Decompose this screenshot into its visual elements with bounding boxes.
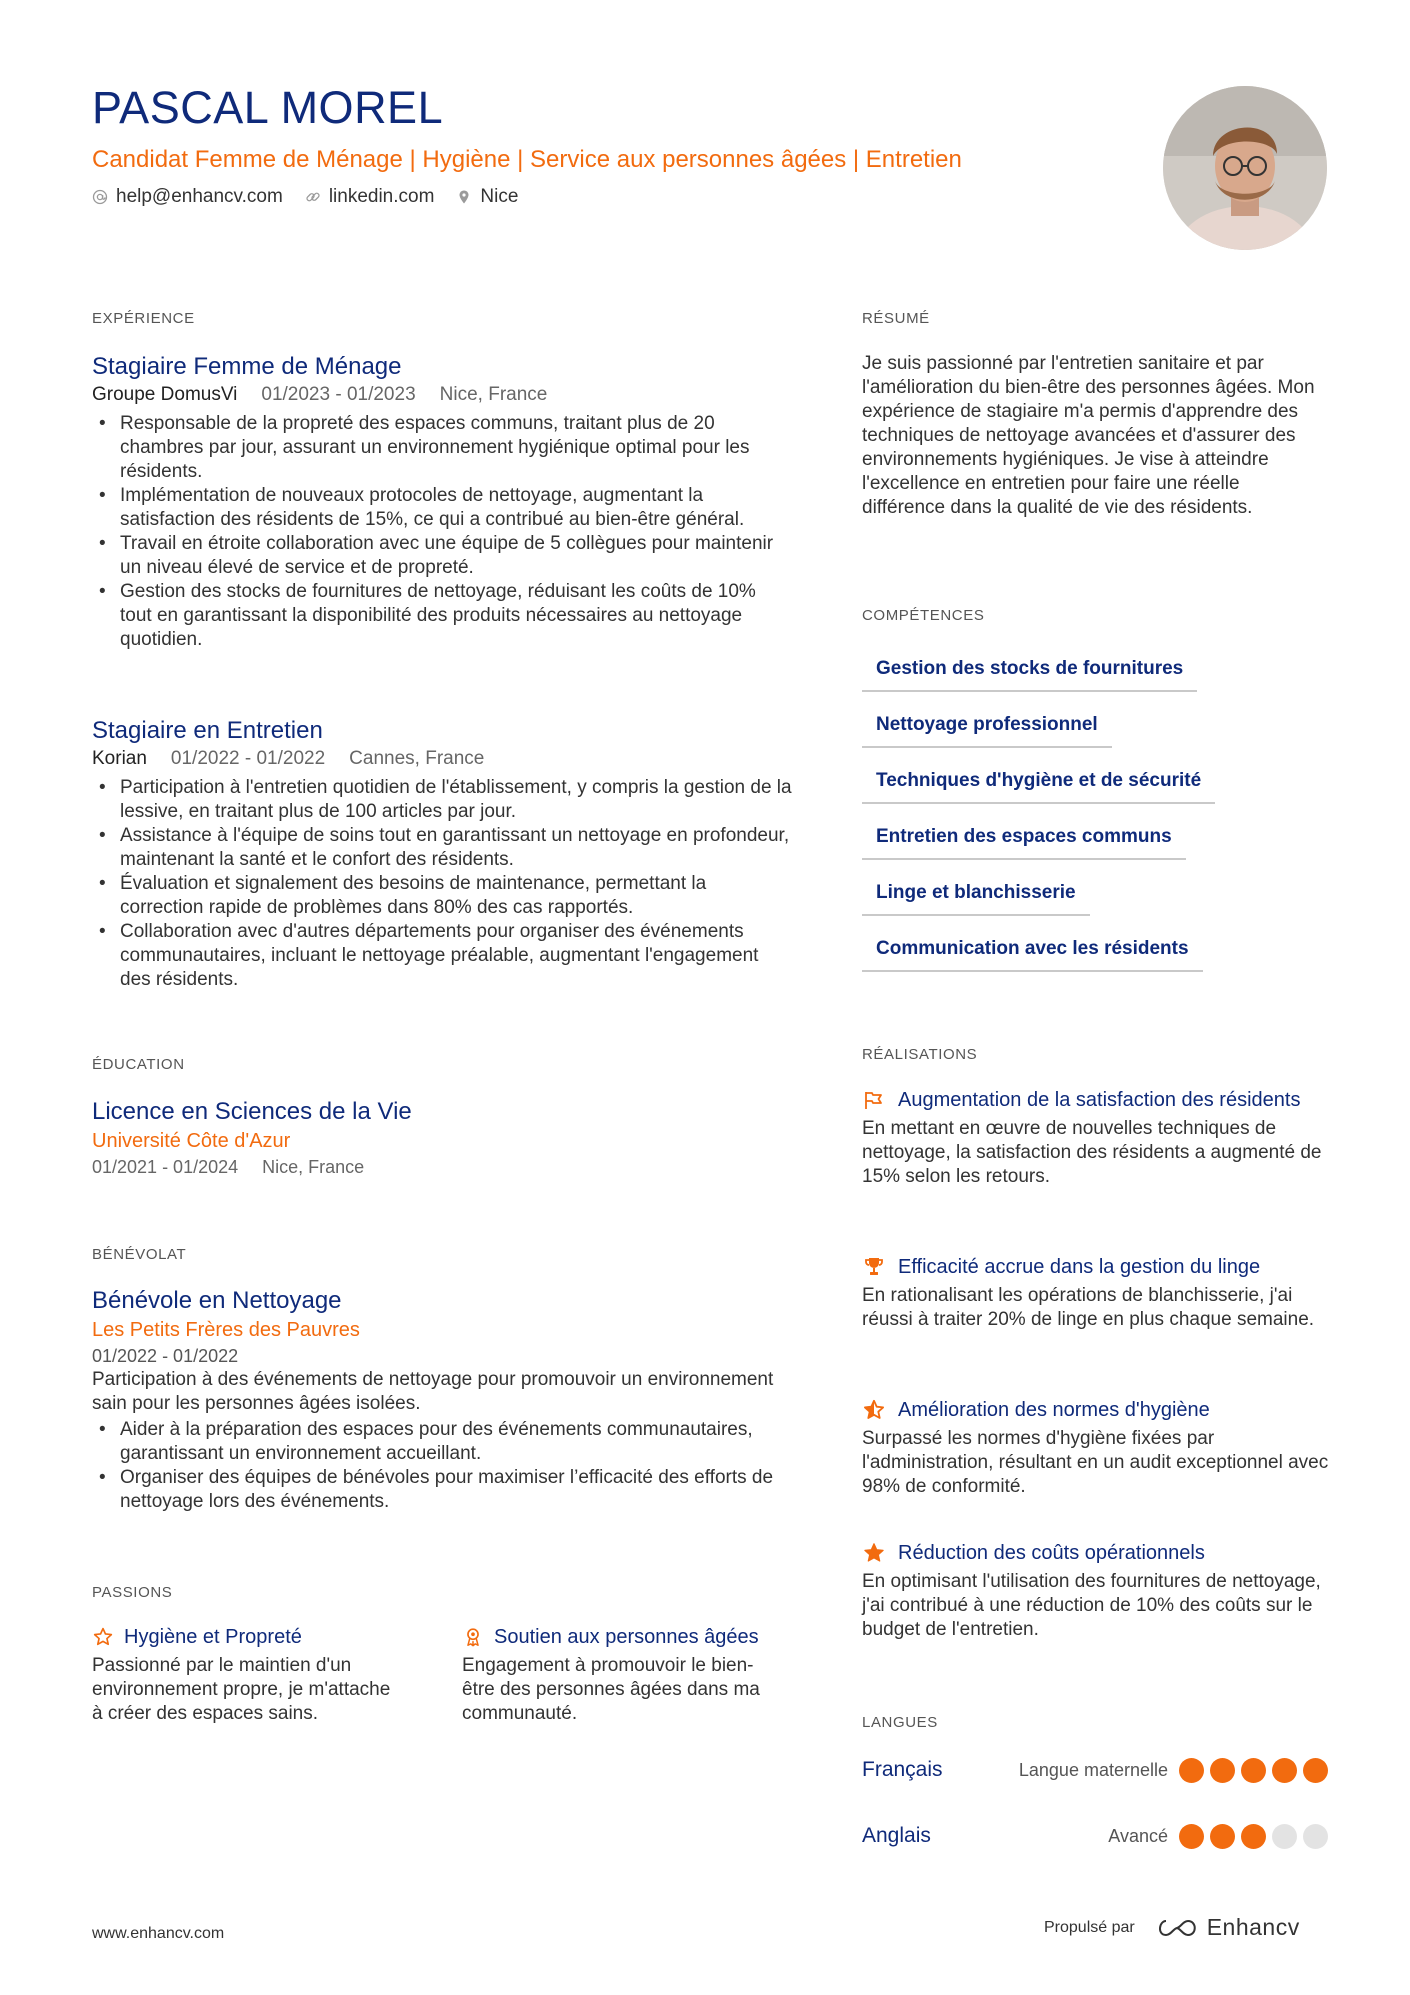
rating-dot-filled bbox=[1241, 1824, 1266, 1849]
job-location: Nice, France bbox=[439, 384, 548, 405]
section-title-experience: EXPÉRIENCE bbox=[92, 310, 195, 327]
volunteer-description: Participation à des événements de nettoyage pour promouvoir un environnement sain pour les personnes âgées isolées. bbox=[92, 1369, 774, 1414]
link-icon bbox=[305, 189, 321, 205]
rating-dot-filled bbox=[1210, 1758, 1235, 1783]
avatar bbox=[1163, 86, 1327, 250]
job-bullet: • Collaboration avec d'autres départements pour organiser des événements communautaires, incluant le nettoyage préalable, augmentant l'engagement des résidents. bbox=[92, 920, 792, 992]
section-title-volunteer: BÉNÉVOLAT bbox=[92, 1246, 187, 1263]
skill-tag: Gestion des stocks de fournitures bbox=[862, 651, 1197, 692]
skill-tag: Communication avec les résidents bbox=[862, 931, 1203, 972]
star-filled-icon bbox=[862, 1541, 886, 1565]
skill-tag: Linge et blanchisserie bbox=[862, 875, 1090, 916]
summary-text: Je suis passionné par l'entretien sanitaire et par l'amélioration du bien-être des personnes âgées. Mon expérience de stagiaire m'a permis d'apprendre des techniques de nettoyage avancées et d'assurer des environnements hygiéniques. Je vise à atteindre l'excellence en entretien pour faire une réelle différence dans la qualité de vie des résidents. bbox=[862, 353, 1315, 518]
job-meta bbox=[92, 746, 792, 772]
volunteer-bullet: • Organiser des équipes de bénévoles pour maximiser l’efficacité des efforts de nettoyage lors des événements. bbox=[92, 1466, 792, 1514]
section-title-achievements: RÉALISATIONS bbox=[862, 1046, 978, 1063]
candidate-name: PASCAL MOREL bbox=[92, 82, 444, 133]
job-bullet: • Assistance à l'équipe de soins tout en garantissant un nettoyage en profondeur, maintenant la santé et le confort des résidents. bbox=[92, 824, 792, 872]
headline: Candidat Femme de Ménage | Hygiène | Service aux personnes âgées | Entretien bbox=[92, 146, 962, 173]
section-title-passions: PASSIONS bbox=[92, 1584, 173, 1601]
volunteer-dates: 01/2022 - 01/2022 bbox=[92, 1346, 239, 1366]
star-outline-icon bbox=[92, 1626, 114, 1648]
location-text: Nice bbox=[480, 186, 519, 207]
job-dates: 01/2023 - 01/2023 bbox=[261, 384, 416, 405]
job-entry bbox=[92, 352, 792, 652]
passion-item bbox=[462, 1624, 772, 1726]
achievement-item bbox=[862, 1397, 1332, 1499]
language-level: Langue maternelle bbox=[1018, 1759, 1168, 1780]
flag-icon bbox=[862, 1088, 886, 1112]
brand-logo[interactable] bbox=[1155, 1914, 1300, 1941]
rating-dot-filled bbox=[1179, 1824, 1204, 1849]
job-bullet: • Travail en étroite collaboration avec une équipe de 5 collègues pour maintenir un niveau élevé de service et de propreté. bbox=[92, 532, 792, 580]
volunteer-bullets bbox=[92, 1418, 792, 1514]
education-dates: 01/2021 - 01/2024 bbox=[92, 1157, 239, 1177]
job-bullet: • Évaluation et signalement des besoins de maintenance, permettant la correction rapide de problèmes dans 80% des cas rapportés. bbox=[92, 872, 792, 920]
language-rating bbox=[1179, 1824, 1328, 1849]
contact-location bbox=[456, 186, 518, 208]
enhancv-logo-icon bbox=[1155, 1917, 1199, 1939]
section-title-education: ÉDUCATION bbox=[92, 1056, 185, 1073]
contact-email[interactable] bbox=[92, 186, 283, 208]
skill-tag: Nettoyage professionnel bbox=[862, 707, 1112, 748]
section-title-skills: COMPÉTENCES bbox=[862, 607, 985, 624]
job-title: Stagiaire Femme de Ménage bbox=[92, 353, 402, 380]
section-title-summary: RÉSUMÉ bbox=[862, 310, 930, 327]
volunteer-bullet: • Aider à la préparation des espaces pour des événements communautaires, garantissant un environnement accueillant. bbox=[92, 1418, 792, 1466]
achievement-item bbox=[862, 1087, 1332, 1189]
job-entry bbox=[92, 716, 792, 992]
skill-tag: Techniques d'hygiène et de sécurité bbox=[862, 763, 1215, 804]
star-half-icon bbox=[862, 1398, 886, 1422]
education-meta bbox=[92, 1155, 792, 1179]
achievement-description: En optimisant l'utilisation des fournitures de nettoyage, j'ai contribué à une réduction de 10% des coûts sur le budget de l'entretien. bbox=[862, 1571, 1321, 1640]
achievement-item bbox=[862, 1254, 1332, 1332]
volunteer-title: Bénévole en Nettoyage bbox=[92, 1287, 342, 1314]
achievement-title: Efficacité accrue dans la gestion du linge bbox=[898, 1256, 1261, 1278]
passion-description: Engagement à promouvoir le bien-être des personnes âgées dans ma communauté. bbox=[462, 1655, 760, 1724]
skills-list bbox=[862, 651, 1215, 987]
rating-dot-filled bbox=[1210, 1824, 1235, 1849]
rating-dot-filled bbox=[1179, 1758, 1204, 1783]
education-school: Université Côte d'Azur bbox=[92, 1130, 291, 1152]
achievement-description: En mettant en œuvre de nouvelles techniques de nettoyage, la satisfaction des résidents a augmenté de 15% selon les retours. bbox=[862, 1118, 1322, 1187]
passion-description: Passionné par le maintien d'un environnement propre, je m'attache à créer des espaces sains. bbox=[92, 1655, 391, 1724]
job-bullet: • Gestion des stocks de fournitures de nettoyage, réduisant les coûts de 10% tout en garantissant la disponibilité des produits nécessaires au nettoyage quotidien. bbox=[92, 580, 792, 652]
volunteer-entry bbox=[92, 1286, 792, 1514]
language-item bbox=[862, 1820, 1328, 1852]
rating-dot-empty bbox=[1272, 1824, 1297, 1849]
job-bullets bbox=[92, 776, 792, 992]
passion-item bbox=[92, 1624, 402, 1726]
location-pin-icon bbox=[456, 189, 472, 205]
passion-title: Soutien aux personnes âgées bbox=[494, 1626, 759, 1648]
volunteer-org: Les Petits Frères des Pauvres bbox=[92, 1319, 360, 1341]
trophy-icon bbox=[862, 1255, 886, 1279]
rating-dot-filled bbox=[1272, 1758, 1297, 1783]
achievement-description: En rationalisant les opérations de blanchisserie, j'ai réussi à traiter 20% de linge en plus chaque semaine. bbox=[862, 1285, 1315, 1330]
brand-name: Enhancv bbox=[1206, 1914, 1300, 1940]
rating-dot-filled bbox=[1303, 1758, 1328, 1783]
education-degree: Licence en Sciences de la Vie bbox=[92, 1098, 412, 1125]
education-location: Nice, France bbox=[262, 1157, 365, 1177]
job-location: Cannes, France bbox=[349, 748, 485, 769]
achievement-title: Amélioration des normes d'hygiène bbox=[898, 1399, 1210, 1421]
job-dates: 01/2022 - 01/2022 bbox=[170, 748, 326, 769]
section-title-languages: LANGUES bbox=[862, 1714, 938, 1731]
job-bullet: • Implémentation de nouveaux protocoles de nettoyage, augmentant la satisfaction des résidents de 15%, ce qui a contribué au bien-être général. bbox=[92, 484, 792, 532]
language-level: Avancé bbox=[1108, 1825, 1168, 1846]
job-company: Groupe DomusVi bbox=[92, 384, 238, 405]
footer-website[interactable]: www.enhancv.com bbox=[92, 1925, 225, 1942]
achievement-item bbox=[862, 1540, 1332, 1642]
language-rating bbox=[1179, 1758, 1328, 1783]
job-bullet: • Responsable de la propreté des espaces communs, traitant plus de 20 chambres par jour, assurant un environnement hygiénique optimal pour les résidents. bbox=[92, 412, 792, 484]
contact-bar bbox=[92, 186, 518, 208]
job-bullets bbox=[92, 412, 792, 652]
volunteer-meta bbox=[92, 1344, 792, 1368]
rating-dot-empty bbox=[1303, 1824, 1328, 1849]
achievement-title: Réduction des coûts opérationnels bbox=[898, 1542, 1205, 1564]
job-bullet: • Participation à l'entretien quotidien de l'établissement, y compris la gestion de la lessive, en traitant plus de 100 articles par jour. bbox=[92, 776, 792, 824]
skill-tag: Entretien des espaces communs bbox=[862, 819, 1186, 860]
job-company: Korian bbox=[92, 748, 147, 769]
education-entry bbox=[92, 1097, 792, 1179]
at-icon bbox=[92, 189, 108, 205]
job-meta bbox=[92, 382, 792, 408]
achievement-title: Augmentation de la satisfaction des résidents bbox=[898, 1089, 1301, 1111]
rating-dot-filled bbox=[1241, 1758, 1266, 1783]
footer-branding bbox=[1044, 1914, 1300, 1941]
award-icon bbox=[462, 1626, 484, 1648]
language-name: Français bbox=[862, 1758, 943, 1781]
language-name: Anglais bbox=[862, 1824, 931, 1847]
job-title: Stagiaire en Entretien bbox=[92, 717, 323, 744]
achievement-description: Surpassé les normes d'hygiène fixées par l'administration, résultant en un audit exceptionnel avec 98% de conformité. bbox=[862, 1428, 1329, 1497]
powered-by-label: Propulsé par bbox=[1044, 1918, 1135, 1936]
linkedin-text: linkedin.com bbox=[328, 186, 435, 207]
contact-linkedin[interactable] bbox=[305, 186, 435, 208]
profile-photo-icon bbox=[1163, 86, 1327, 250]
email-text: help@enhancv.com bbox=[116, 186, 283, 207]
language-item bbox=[862, 1754, 1328, 1786]
passion-title: Hygiène et Propreté bbox=[124, 1626, 302, 1648]
